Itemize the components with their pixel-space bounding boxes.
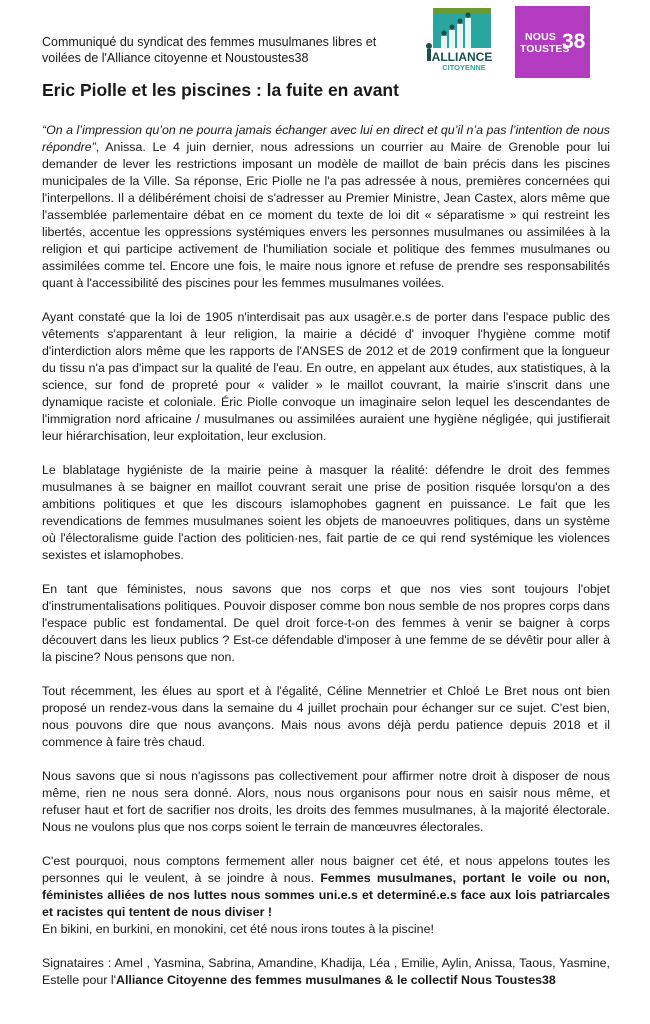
alliance-logo-word-2: CITOYENNE	[442, 63, 486, 72]
article-title: Eric Piolle et les piscines : la fuite en avant	[42, 80, 399, 100]
paragraph-7	[42, 853, 610, 938]
signatories-organizations: Alliance Citoyenne des femmes musulmanes & le collectif Nous Toustes38	[116, 973, 556, 987]
paragraph-1-text: , Anissa. Le 4 juin dernier, nous adressions un courrier au Maire de Grenoble pour lui demander de lever les restrictions imposant un modèle de maillot de bain précis dans les piscines municipales de la Ville. Sa réponse, Eric Piolle ne l'a pas adressée à nous, premières concernées qui l'interpellons. Il a délibérément choisi de s'adresser au Premier Ministre, Jean Castex, alors même que l'assemblée parlementaire débat en ce moment du texte de loi dit « séparatisme » qui restreint les libertés, accentue les oppressions systémiques envers les personnes musulmanes ou assimilées à la religion et qui participe activement de l'humiliation sociale et politique des femmes musulmanes ou assimilées comme tel. Encore une fois, le maire nous ignore et refuse de prendre ses responsabilités quant à l'accessibilité des piscines pour les femmes musulmanes voilées.	[42, 140, 610, 290]
paragraph-4: En tant que féministes, nous savons que nos corps et que nos vies sont toujours l'objet d'instrumentalisations politiques. Pouvoir disposer comme bon nous semble de nos propres corps dans l'espace public est fondamental. De quel droit force-t-on des femmes à venir se baigner à corps découvert dans les lieux publics ? Est-ce défendable d'imposer à une femme de se dévêtir pour aller à la piscine? Nous pensons que non.	[42, 582, 610, 664]
paragraph-1	[42, 122, 610, 292]
alliance-citoyenne-logo-graphic	[423, 6, 499, 76]
closing-line: En bikini, en burkini, en monokini, cet été nous irons toutes à la piscine!	[42, 922, 434, 936]
article-body	[42, 122, 610, 1006]
intro-line-2: voilées de l'Alliance citoyenne et Noustoustes38	[42, 51, 309, 65]
noustoustes-logo-nous: NOUS	[525, 31, 557, 43]
noustoustes-logo-number: 38	[562, 30, 586, 53]
intro-line-1: Communiqué du syndicat des femmes musulmanes libres et	[42, 35, 377, 49]
opening-quote: “On a l’impression qu’on ne pourra jamais échanger avec lui en direct et qu’il n’a pas l’intention de nous répondre”	[42, 123, 610, 154]
paragraph-5: Tout récemment, les élues au sport et à l'égalité, Céline Mennetrier et Chloé Le Bret nous ont bien proposé un rendez-vous dans la semaine du 4 juillet prochain pour échanger sur ce sujet. C'est bien, nous pouvons dire que nous avançons. Mais nous avons déjà perdu patience depuis 2018 et il commence à faire très chaud.	[42, 684, 610, 749]
signatories-names: Signataires : Amel , Yasmina, Sabrina, Amandine, Khadija, Léa , Emilie, Aylin, Anissa, Taous, Yasmine, Estelle pour l'	[42, 956, 610, 987]
paragraph-7-bold: Femmes musulmanes, portant le voile ou non, féministes alliées de nos luttes nous sommes uni.e.s et determiné.e.s face aux lois patriarcales et racistes qui tentent de nous diviser !	[42, 871, 610, 919]
paragraph-6: Nous savons que si nous n'agissons pas collectivement pour affirmer notre droit à disposer de nous même, rien ne nous sera donné. Alors, nous nous organisons pour nous en saisir nous même, et refuser haut et fort de sacrifier nos droits, les droits des femmes musulmanes, à la majorité électorale. Nous ne voulons plus que nos corps soient le terrain de manœuvres électorales.	[42, 769, 610, 834]
noustoustes38-logo	[515, 6, 590, 78]
alliance-logo-word-1: ALLIANCE	[431, 50, 493, 64]
paragraph-7-text: C'est pourquoi, nous comptons fermement aller nous baigner cet été, et nous appelons toutes les personnes qui le veulent, à se joindre à nous.	[42, 854, 610, 885]
intro-heading	[42, 34, 412, 66]
noustoustes-logo-toustes: TOUSTES	[520, 43, 570, 55]
signatories	[42, 955, 610, 989]
alliance-citoyenne-logo	[423, 6, 499, 76]
paragraph-2: Ayant constaté que la loi de 1905 n'interdisait pas aux usagèr.e.s de porter dans l'espace public des vêtements s'apparentant à leur religion, la mairie a décidé d' invoquer l'hygiène comme motif d'interdiction alors même que les rapports de l'ANSES de 2012 et de 2019 confirment que la longueur du tissu n'a pas d'impact sur la qualité de l'eau. En outre, en appelant aux études, aux statistiques, à la science, sur fond de propreté pour « valider » le maillot couvrant, la mairie s'inscrit dans une dynamique raciste et coloniale. Éric Piolle convoque un imaginaire selon lequel les descendantes de l'immigration nord africaine / musulmanes ou assimilées auraient une hygiène négligée, qui justifierait leur hiérarchisation, leur exploitation, leur exclusion.	[42, 310, 610, 443]
paragraph-3: Le blablatage hygiéniste de la mairie peine à masquer la réalité: défendre le droit des femmes musulmanes à se baigner en maillot couvrant serait une prise de position risquée lorsqu'on a des ambitions politiques et que les discours islamophobes gagnent en puissance. Le fait que les revendications de femmes musulmanes soient les objets de manoeuvres politiques, dans un système où l'électoralisme guide l'action des politicien·nes, fait partie de ce qui rend systémique les violences sexistes et islamophobes.	[42, 463, 610, 562]
